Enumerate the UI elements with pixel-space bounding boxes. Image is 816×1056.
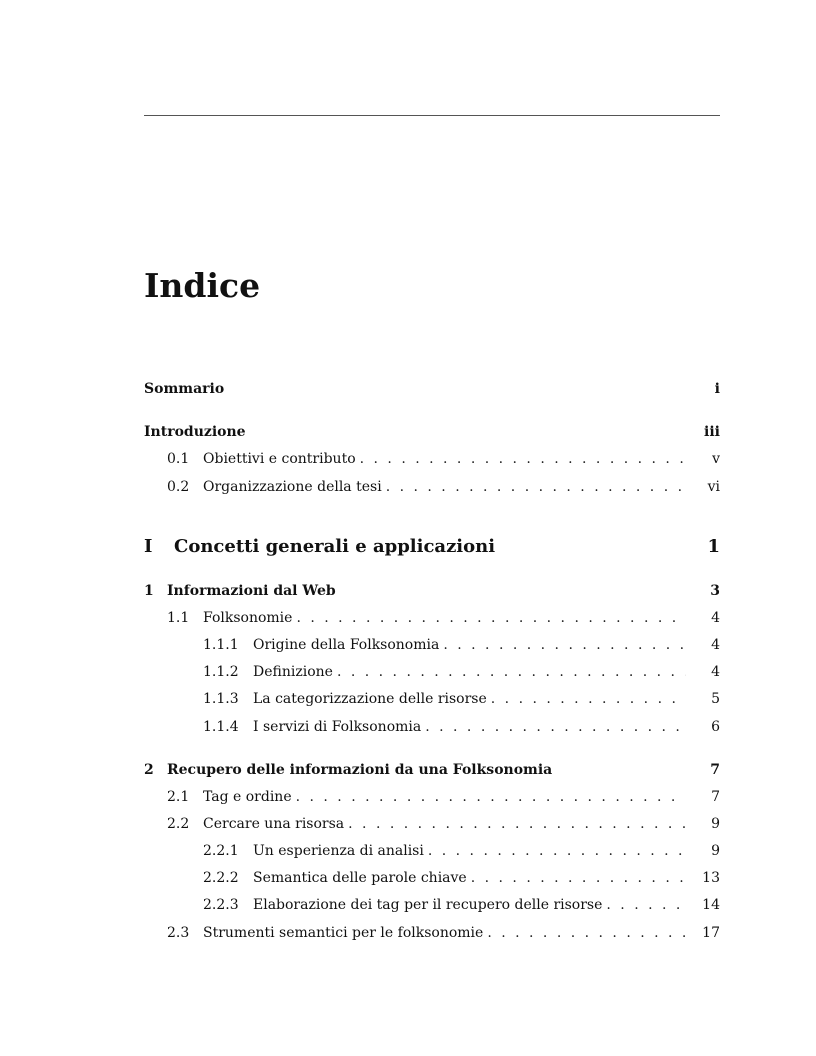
toc-entry-0-1[interactable] <box>144 448 720 470</box>
toc-entry-number: 0.1 <box>167 451 190 467</box>
toc-entry-number: 1.1 <box>167 610 190 626</box>
toc-entry-number: 1.1.4 <box>203 719 239 735</box>
toc-entry-2-2-3[interactable] <box>144 894 720 916</box>
toc-entry-page: 7 <box>711 789 720 805</box>
toc-entry-page: 5 <box>711 691 720 707</box>
toc-entry-1-1-1[interactable] <box>144 634 720 656</box>
toc-entry-1-1[interactable] <box>144 607 720 629</box>
toc-entry-2-2-1[interactable] <box>144 840 720 862</box>
toc-entry-label: Origine della Folksonomia <box>253 637 440 653</box>
toc-entry-number: 2.2.3 <box>203 897 239 913</box>
toc-entry-number: 2.2.2 <box>203 870 239 886</box>
toc-entry-1-1-4[interactable] <box>144 716 720 738</box>
toc-leader-dots <box>333 661 686 683</box>
toc-entry-label: Elaborazione dei tag per il recupero delle risorse <box>253 897 603 913</box>
toc-entry-1-1-3[interactable] <box>144 688 720 710</box>
toc-entry-2-3[interactable] <box>144 922 720 944</box>
toc-entry-label: Strumenti semantici per le folksonomie <box>203 925 484 941</box>
toc-entry-page: 13 <box>702 870 720 886</box>
toc-entry-page: 17 <box>702 925 720 941</box>
toc-entry-page: 4 <box>711 637 720 653</box>
toc-entry-page: vi <box>707 479 720 495</box>
toc-entry-number: 0.2 <box>167 479 190 495</box>
toc-leader-dots <box>483 922 686 944</box>
toc-entry-number: 2.1 <box>167 789 190 805</box>
toc-entry-2-2[interactable] <box>144 813 720 835</box>
toc-entry-2-1[interactable] <box>144 786 720 808</box>
toc-entry-label: Recupero delle informazioni da una Folksonomia <box>167 762 553 778</box>
toc-leader-dots <box>344 813 686 835</box>
toc-entry-page: i <box>714 381 720 397</box>
toc-entry-2-2-2[interactable] <box>144 867 720 889</box>
toc-entry-page: 14 <box>702 897 720 913</box>
toc-leader-dots <box>602 894 686 916</box>
toc-entry-page: 9 <box>711 843 720 859</box>
toc-leader-dots <box>487 688 686 710</box>
toc-leader-dots <box>439 634 686 656</box>
toc-entry-label: Obiettivi e contributo <box>203 451 356 467</box>
toc-entry-label: Introduzione <box>144 424 246 440</box>
toc-leader-dots <box>424 840 686 862</box>
toc-entry-page: 4 <box>711 664 720 680</box>
toc-entry-label: Semantica delle parole chiave <box>253 870 467 886</box>
toc-entry-page: 7 <box>710 762 720 778</box>
toc-leader-dots <box>382 476 686 498</box>
toc-entry-label: Definizione <box>253 664 333 680</box>
toc-entry-label: Tag e ordine <box>203 789 292 805</box>
toc-entry-label: Concetti generali e applicazioni <box>174 536 496 557</box>
toc-entry-introduzione[interactable] <box>144 421 720 443</box>
toc-entry-number: 1.1.2 <box>203 664 239 680</box>
toc-entry-label: Sommario <box>144 381 225 397</box>
toc-entry-page: 1 <box>707 536 720 557</box>
toc-entry-0-2[interactable] <box>144 476 720 498</box>
page-title: Indice <box>144 266 261 305</box>
toc-entry-label: Cercare una risorsa <box>203 816 345 832</box>
toc-leader-dots <box>421 716 686 738</box>
toc-entry-part-i[interactable] <box>144 533 720 561</box>
toc-entry-number: 1.1.1 <box>203 637 239 653</box>
toc-entry-page: 3 <box>710 583 720 599</box>
toc-entry-chapter-2[interactable] <box>144 759 720 781</box>
toc-entry-label: I servizi di Folksonomia <box>253 719 422 735</box>
toc-entry-page: 4 <box>711 610 720 626</box>
toc-entry-1-1-2[interactable] <box>144 661 720 683</box>
toc-entry-page: 6 <box>711 719 720 735</box>
toc-entry-number: 1.1.3 <box>203 691 239 707</box>
toc-entry-number: 2.2.1 <box>203 843 239 859</box>
toc-entry-page: 9 <box>711 816 720 832</box>
toc-entry-label: Organizzazione della tesi <box>203 479 382 495</box>
toc-entry-label: La categorizzazione delle risorse <box>253 691 487 707</box>
header-rule <box>144 115 720 116</box>
toc-entry-number: 2 <box>144 762 154 778</box>
toc-entry-label: Un esperienza di analisi <box>253 843 424 859</box>
toc-entry-page: v <box>712 451 720 467</box>
toc-entry-label: Informazioni dal Web <box>167 583 336 599</box>
toc-leader-dots <box>356 448 686 470</box>
toc-entry-sommario[interactable] <box>144 378 720 400</box>
toc-leader-dots <box>467 867 686 889</box>
toc-leader-dots <box>292 786 686 808</box>
toc-entry-number: 2.2 <box>167 816 190 832</box>
toc-entry-number: I <box>144 536 153 557</box>
toc-entry-number: 2.3 <box>167 925 190 941</box>
toc-entry-chapter-1[interactable] <box>144 580 720 602</box>
toc-entry-page: iii <box>704 424 720 440</box>
toc-leader-dots <box>292 607 686 629</box>
toc-entry-label: Folksonomie <box>203 610 293 626</box>
toc-entry-number: 1 <box>144 583 154 599</box>
